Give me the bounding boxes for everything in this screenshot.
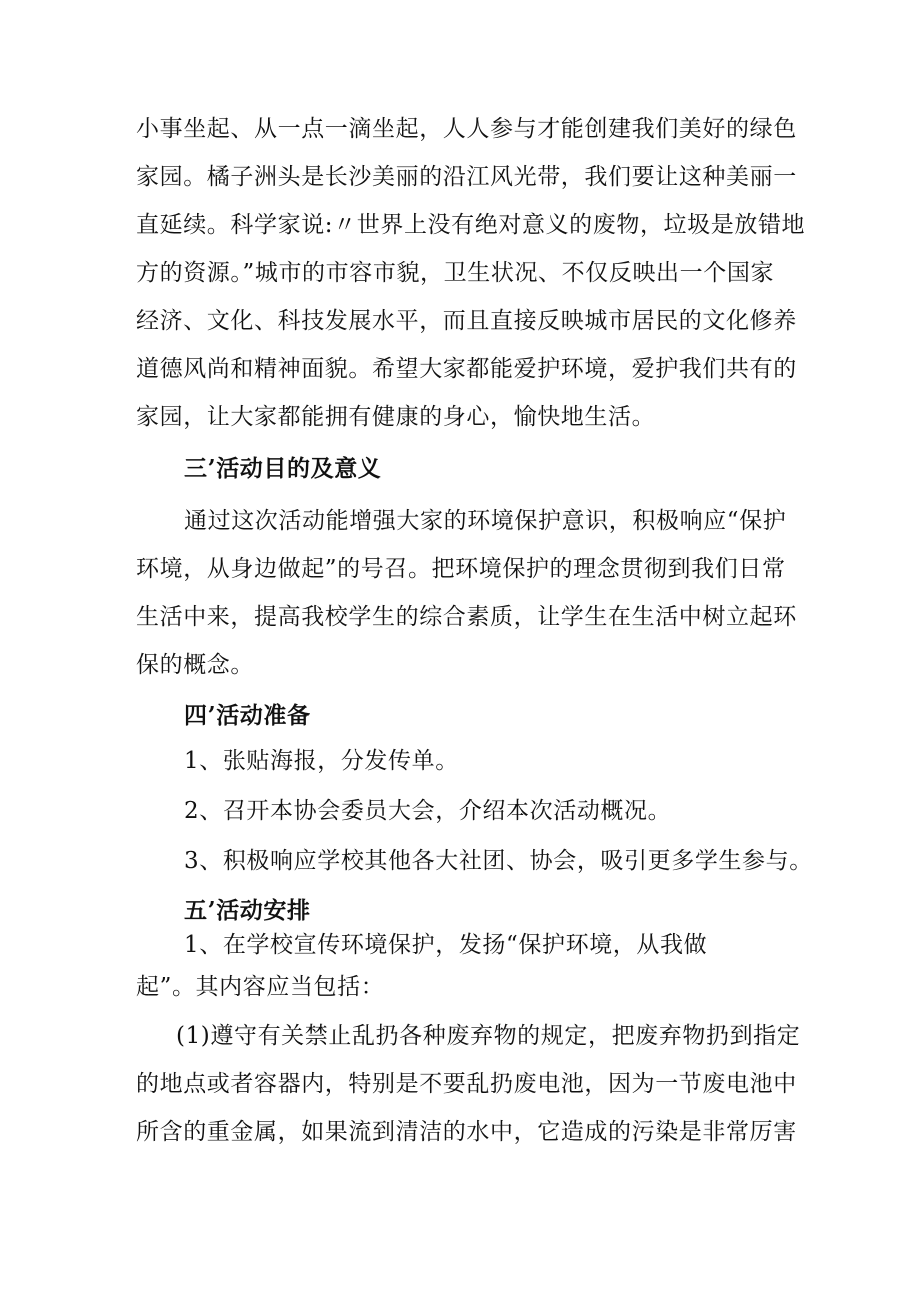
paragraph-line: 家园，让大家都能拥有健康的身心，愉快地生活。 [136, 404, 656, 430]
section-heading-3: 三’活动目的及意义 [184, 455, 382, 482]
paragraph-line: 小事坐起、从一点一滴坐起，人人参与才能创建我们美好的绿色 [136, 116, 797, 142]
section-heading-4: 四’活动准备 [184, 702, 311, 729]
list-item: 2、召开本协会委员大会，介绍本次活动概况。 [184, 798, 672, 824]
list-item: 3、积极响应学校其他各大社团、协会，吸引更多学生参与。 [184, 848, 813, 874]
paragraph-line: 环境，从身边做起”的号召。把环境保护的理念贯彻到我们日常 [136, 556, 786, 582]
paragraph-line: 生活中来，提高我校学生的综合素质，让学生在生活中树立起环 [136, 604, 797, 630]
paragraph-line: 1、在学校宣传环境保护，发扬“保护环境，从我做 [184, 932, 708, 958]
paragraph-line: 方的资源。”城市的市容市貌，卫生状况、不仅反映出一个国家 [136, 260, 775, 286]
paragraph-line: 直延续。科学家说:〃世界上没有绝对意义的废物，垃圾是放错地 [136, 212, 806, 238]
paragraph-line: 经济、文化、科技发展水平，而且直接反映城市居民的文化修养 [136, 308, 797, 334]
paragraph-line: 所含的重金属，如果流到清洁的水中，它造成的污染是非常厉害 [136, 1119, 797, 1145]
paragraph-line: 家园。橘子洲头是长沙美丽的沿江风光带，我们要让这种美丽一 [136, 164, 797, 190]
paragraph-line: 保的概念。 [136, 652, 254, 678]
paragraph-line: 的地点或者容器内，特别是不要乱扔废电池，因为一节废电池中 [136, 1071, 797, 1097]
paragraph-line: 起”。其内容应当包括： [136, 974, 385, 1000]
section-heading-5: 五’活动安排 [184, 897, 311, 924]
paragraph-line: 道德风尚和精神面貌。希望大家都能爱护环境，爱护我们共有的 [136, 356, 797, 382]
paragraph-line: 通过这次活动能增强大家的环境保护意识，积极响应“保护 [184, 508, 787, 534]
paragraph-line: (1)遵守有关禁止乱扔各种废弃物的规定，把废弃物扔到指定 [176, 1023, 801, 1049]
list-item: 1、张贴海报，分发传单。 [184, 748, 459, 774]
